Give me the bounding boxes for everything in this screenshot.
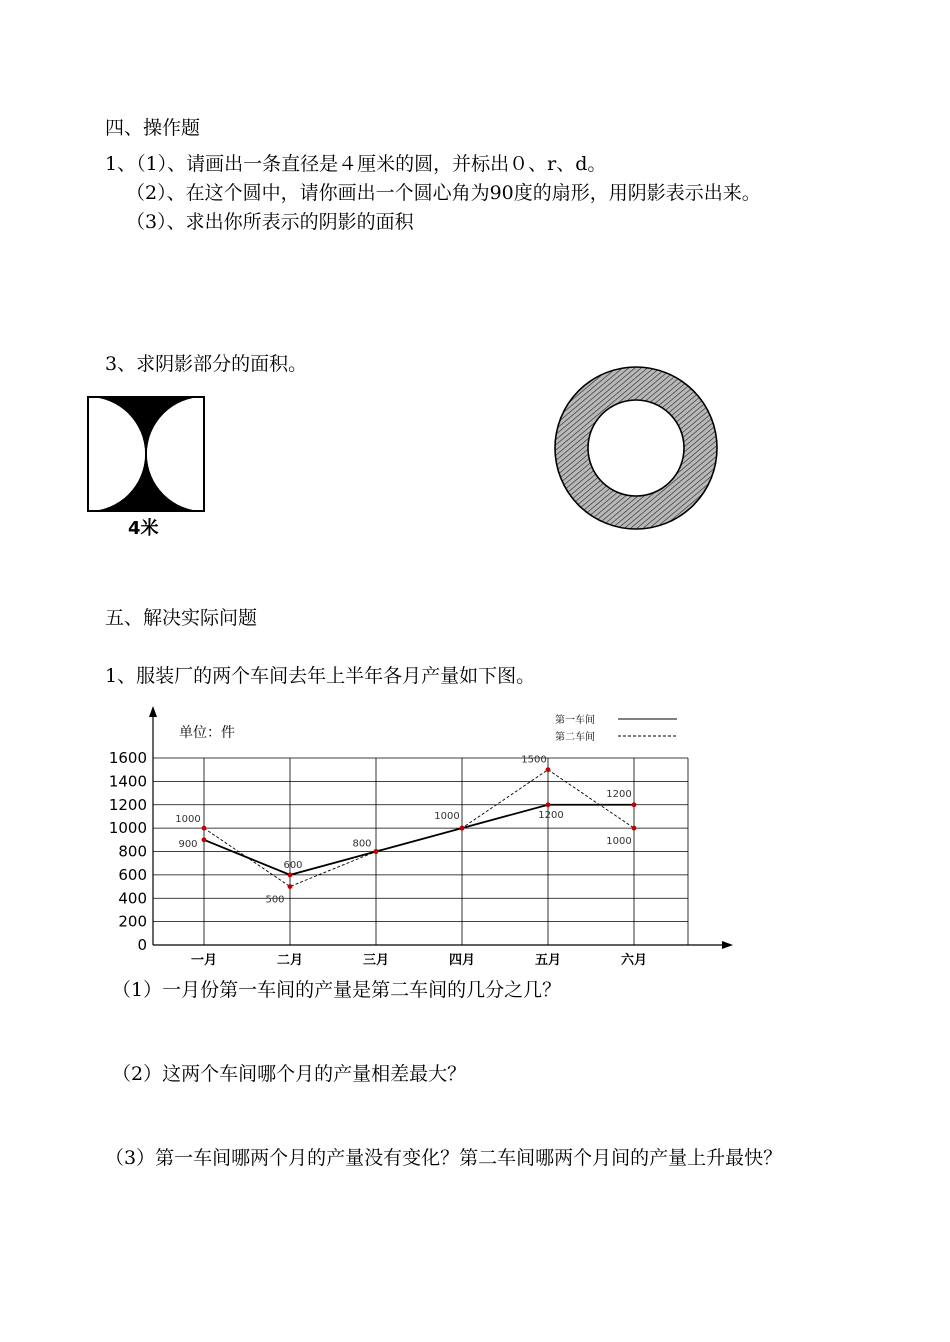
- data-point-series-1: [288, 872, 293, 877]
- y-tick-label: 0: [137, 936, 147, 954]
- x-tick-label: 五月: [534, 953, 562, 968]
- data-label: 1000: [434, 811, 460, 823]
- question-1-line-1: 1、（1）、请画出一条直径是４厘米的圆，并标出０、r、d。: [105, 153, 607, 175]
- x-tick-label: 六月: [620, 953, 648, 968]
- data-label: 1200: [538, 809, 564, 821]
- inner-circle: [588, 400, 684, 496]
- data-label: 1000: [606, 836, 632, 848]
- data-label: 500: [265, 894, 285, 906]
- y-tick-label: 400: [118, 889, 147, 908]
- y-axis-arrow: [149, 706, 157, 717]
- y-tick-label: 1000: [108, 819, 147, 838]
- data-point-series-2: [460, 826, 465, 831]
- y-tick-label: 800: [118, 842, 147, 861]
- data-label: 1000: [175, 814, 201, 826]
- question-3: 3、求阴影部分的面积。: [105, 353, 308, 375]
- data-label: 1500: [521, 754, 547, 766]
- x-tick-label: 三月: [362, 953, 390, 968]
- data-point-series-1: [202, 837, 207, 842]
- question-1-line-3: （3）、求出你所表示的阴影的面积: [126, 211, 414, 233]
- x-tick-label: 四月: [448, 953, 476, 968]
- subquestion-3: （3）第一车间哪两个月的产量没有变化？第二车间哪两个月间的产量上升最快？: [105, 1147, 783, 1169]
- data-point-series-2: [546, 767, 551, 772]
- x-tick-label: 二月: [276, 953, 304, 968]
- unit-label: 单位：件: [179, 725, 235, 741]
- subquestion-1: （1）一月份第一车间的产量是第二车间的几分之几？: [112, 979, 562, 1001]
- square-side-caption: 4米: [128, 518, 159, 539]
- section5-heading: 五、解决实际问题: [105, 607, 258, 629]
- problem-1: 1、服装厂的两个车间去年上半年各月产量如下图。: [105, 665, 536, 687]
- square-shaded-figure: [86, 395, 206, 513]
- legend-label-series-2: 第二车间: [555, 732, 595, 743]
- x-axis-arrow: [722, 941, 733, 949]
- y-tick-label: 1400: [108, 772, 147, 791]
- data-point-series-1: [546, 802, 551, 807]
- data-label: 1200: [606, 788, 632, 800]
- section4-heading: 四、操作题: [105, 117, 201, 139]
- y-tick-label: 600: [118, 865, 147, 884]
- data-point-series-1: [632, 802, 637, 807]
- y-tick-label: 1600: [108, 749, 147, 767]
- y-tick-label: 200: [118, 912, 147, 931]
- data-label: 900: [178, 838, 198, 850]
- legend-label-series-1: 第一车间: [555, 715, 595, 726]
- data-point-series-2: [374, 849, 379, 854]
- question-1-line-2: （2）、在这个圆中，请你画出一个圆心角为90度的扇形，用阴影表示出来。: [126, 182, 761, 204]
- production-line-chart: [95, 700, 745, 975]
- data-point-series-2: [288, 884, 293, 889]
- ring-figure: [552, 364, 722, 534]
- x-tick-label: 一月: [190, 953, 218, 968]
- legend: [555, 713, 677, 743]
- data-point-series-2: [632, 826, 637, 831]
- data-label: 800: [352, 838, 372, 850]
- data-point-series-2: [202, 826, 207, 831]
- y-tick-label: 1200: [108, 795, 147, 814]
- subquestion-2: （2）这两个车间哪个月的产量相差最大？: [112, 1063, 467, 1085]
- data-label: 600: [283, 859, 303, 871]
